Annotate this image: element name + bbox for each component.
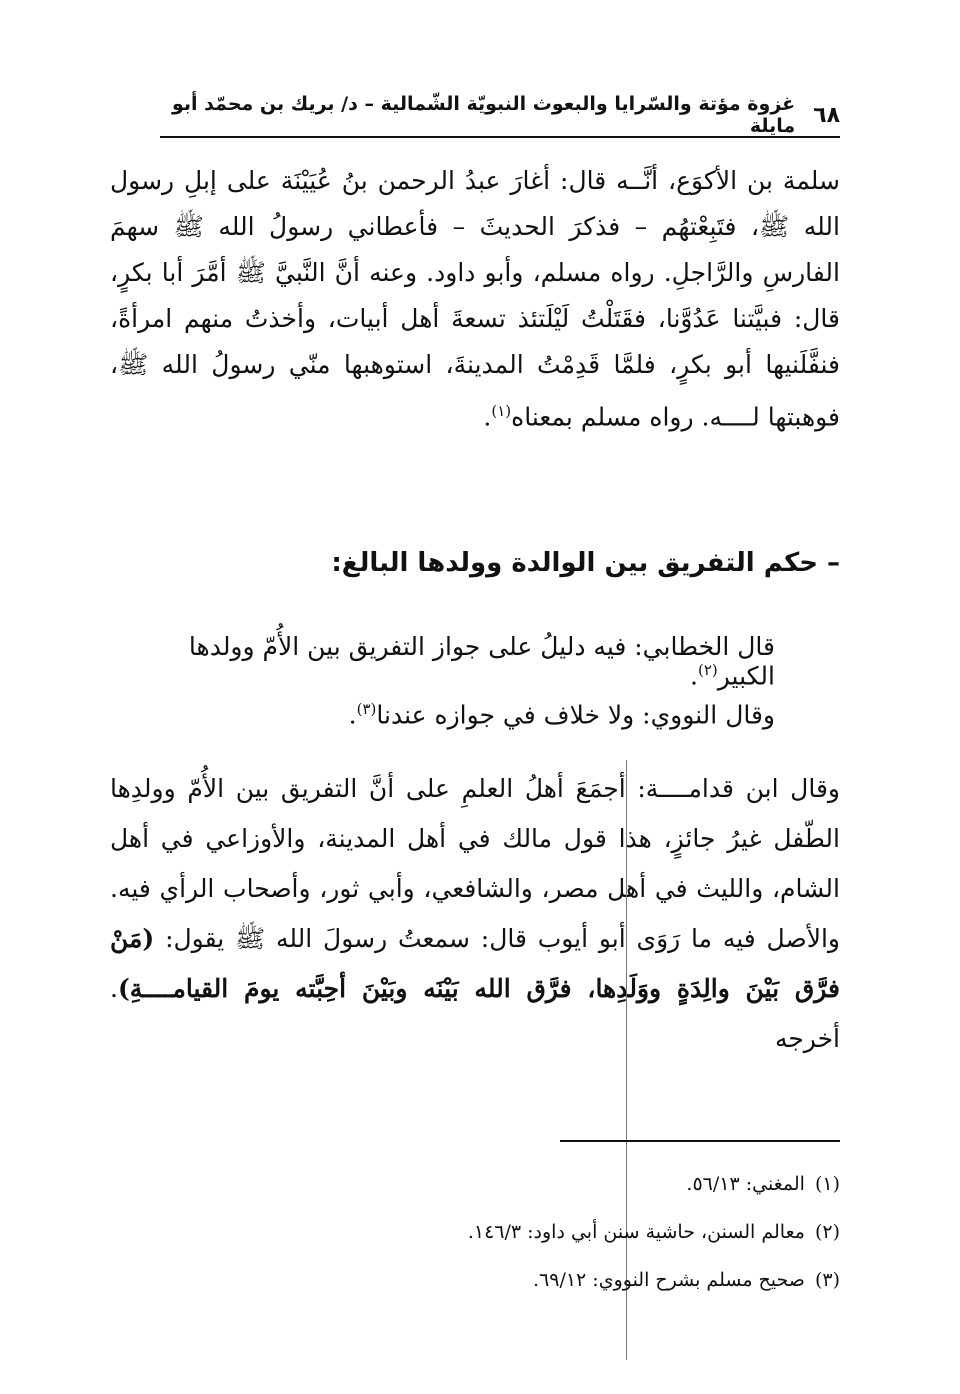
footnote-number: (٢) [814,1221,840,1243]
footnote-text: معالم السنن، حاشية سنن أبي داود: ١٤٦/٣. [467,1221,805,1243]
page-number: ٦٨ [813,102,840,128]
paragraph-text [110,764,840,1064]
header-rule [160,136,840,138]
quote-khattabi [110,632,775,690]
section-heading: – حكم التفريق بين الوالدة وولدها البالغ: [331,548,840,578]
quote-nawawi-end: . [348,700,357,730]
footnote-ref-3[interactable]: (٣) [356,700,377,718]
footnote-rule [560,1140,840,1142]
paragraph-ibn-qudama [110,764,840,1064]
quote-nawawi-text: وقال النووي: ولا خلاف في جوازه عندنا [376,700,775,730]
footnote-text: المغني: ٥٦/١٣. [686,1173,805,1195]
footnotes [300,1160,840,1304]
paragraph-hadith-salama [110,158,840,440]
footnote-1 [300,1160,840,1208]
paragraph-end: . [483,402,492,432]
quote-khattabi-text: قال الخطابي: فيه دليلُ على جواز التفريق بين الأُمّ وولدها الكبير [188,632,775,691]
footnote-3 [300,1256,840,1304]
quote-khattabi-end: . [690,661,698,691]
footnote-2 [300,1208,840,1256]
running-header [160,93,840,137]
quote-nawawi [110,700,775,729]
paragraph-text [110,158,840,440]
footnote-number: (٣) [814,1269,840,1291]
paragraph-end: . أخرجه [110,974,840,1053]
footnote-ref-1[interactable]: (١) [491,402,512,420]
footnote-number: (١) [814,1173,840,1195]
footnote-ref-2[interactable]: (٢) [697,661,718,679]
paragraph-body: وقال ابن قدامــــة: أجمَعَ أهلُ العلمِ على أنَّ التفريق بين الأُمّ وولدِها الطّفل غيرُ جائزٍ، هذا قول مالك في أهل المدينة، والأوزاعي في أهل الشام، والليث في أهل مصر، والشافعي، وأبي ثور، وأصحاب الرأي فيه. والأصل فيه ما رَوَى أبو أيوب قال: سمعتُ رسولَ الله ﷺ يقول: [110,774,840,953]
footnote-text: صحيح مسلم بشرح النووي: ٦٩/١٢. [532,1269,805,1291]
running-title: غزوة مؤتة والسّرايا والبعوث النبويّة الشّمالية – د/ بريك بن محمّد أبو مايلة [171,93,796,137]
hadith-quote: (مَنْ فرَّق بَيْنَ والِدَةٍ ووَلَدِها، فرَّق الله بَيْنَه وبَيْنَ أحِبَّته يومَ القيامــــةِ) [110,924,840,1003]
paragraph-body: سلمة بن الأكوَع، أنَّــه قال: أغارَ عبدُ الرحمن بنُ عُيَيْنَة على إبلِ رسول الله ﷺ، فتَبِعْتهُم – فذكرَ الحديثَ – فأعطاني رسولُ الله ﷺ سهمَ الفارسِ والرَّاجلِ. رواه مسلم، وأبو داود. وعنه أنَّ النَّبيَّ ﷺ أمَّرَ أبا بكرٍ، قال: فبيَّتنا عَدُوَّنا، فقَتَلْتُ لَيْلَتئذ تسعةَ أهل أبيات، وأخذتُ منهم امرأةً، فنفَّلَنيها أبو بكرٍ، فلمَّا قَدِمْتُ المدينةَ، استوهبها منّي رسولُ الله ﷺ، فوهبتها لــــه. رواه مسلم بمعناه [110,166,840,432]
